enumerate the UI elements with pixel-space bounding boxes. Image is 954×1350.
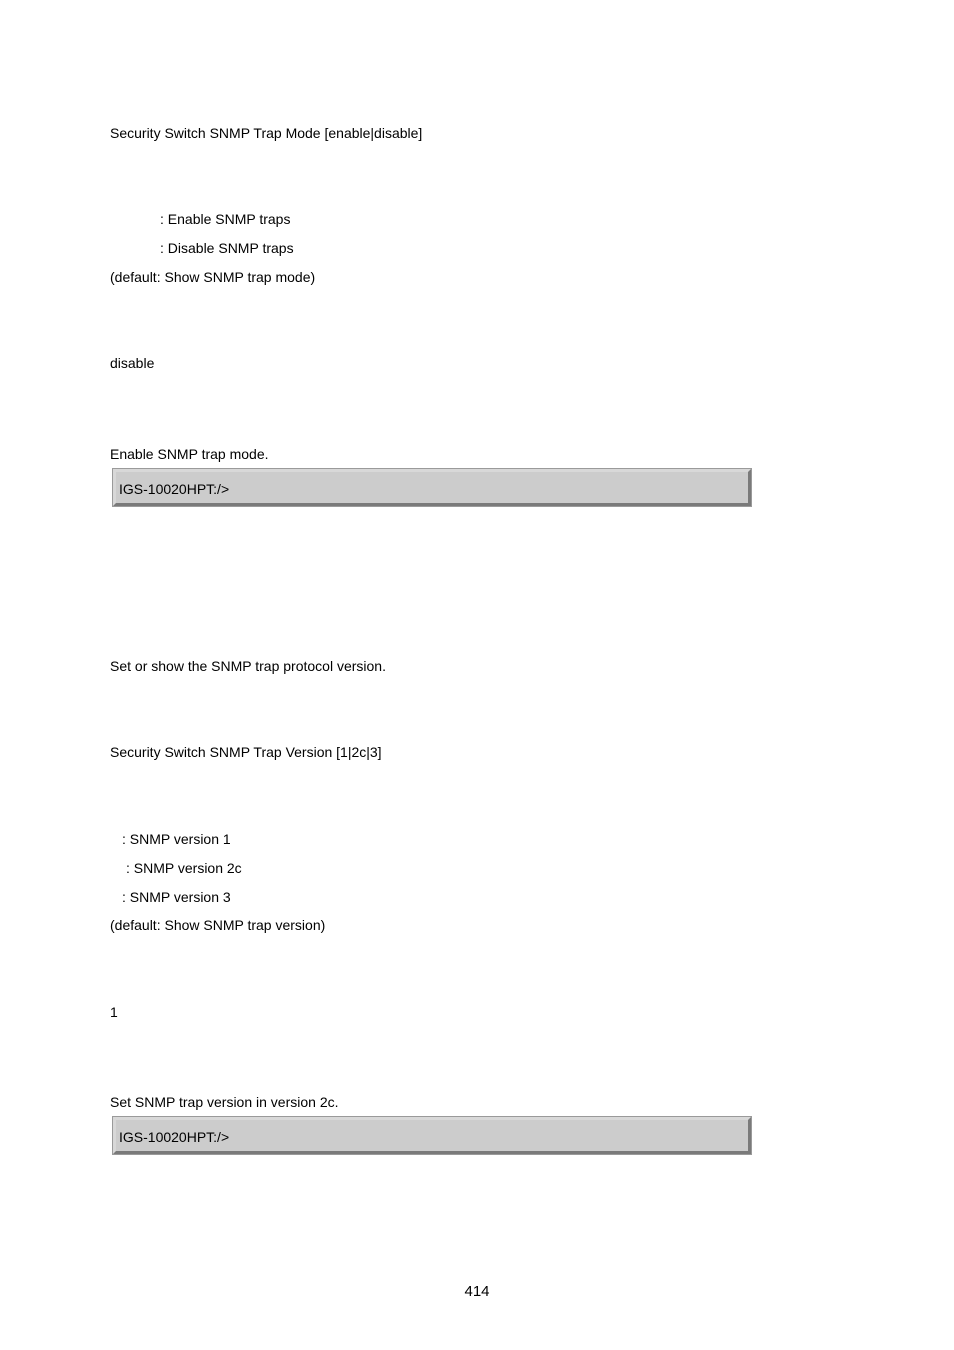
- param-version-3: : SNMP version 3: [122, 889, 231, 905]
- command-prompt: IGS-10020HPT:/>: [119, 1129, 230, 1145]
- param-version-2c: : SNMP version 2c: [126, 860, 242, 876]
- page-number: 414: [464, 1283, 490, 1300]
- command-box-trap-mode: [113, 469, 751, 506]
- description-trap-version: Set or show the SNMP trap protocol version.: [110, 658, 386, 674]
- default-note-trap-version: (default: Show SNMP trap version): [110, 917, 326, 933]
- default-value-trap-version: 1: [110, 1004, 118, 1020]
- example-desc-trap-mode: Enable SNMP trap mode.: [110, 446, 269, 462]
- default-note-trap-mode: (default: Show SNMP trap mode): [110, 269, 316, 285]
- default-value-trap-mode: disable: [110, 355, 155, 371]
- syntax-trap-mode: Security Switch SNMP Trap Mode [enable|disable]: [110, 125, 423, 141]
- param-enable: : Enable SNMP traps: [160, 211, 291, 227]
- example-desc-trap-version: Set SNMP trap version in version 2c.: [110, 1094, 339, 1110]
- param-disable: : Disable SNMP traps: [160, 240, 294, 256]
- syntax-trap-version: Security Switch SNMP Trap Version [1|2c|3]: [110, 744, 382, 760]
- command-prompt: IGS-10020HPT:/>: [119, 481, 230, 497]
- command-box-trap-version: [113, 1117, 751, 1154]
- param-version-1: : SNMP version 1: [122, 831, 231, 847]
